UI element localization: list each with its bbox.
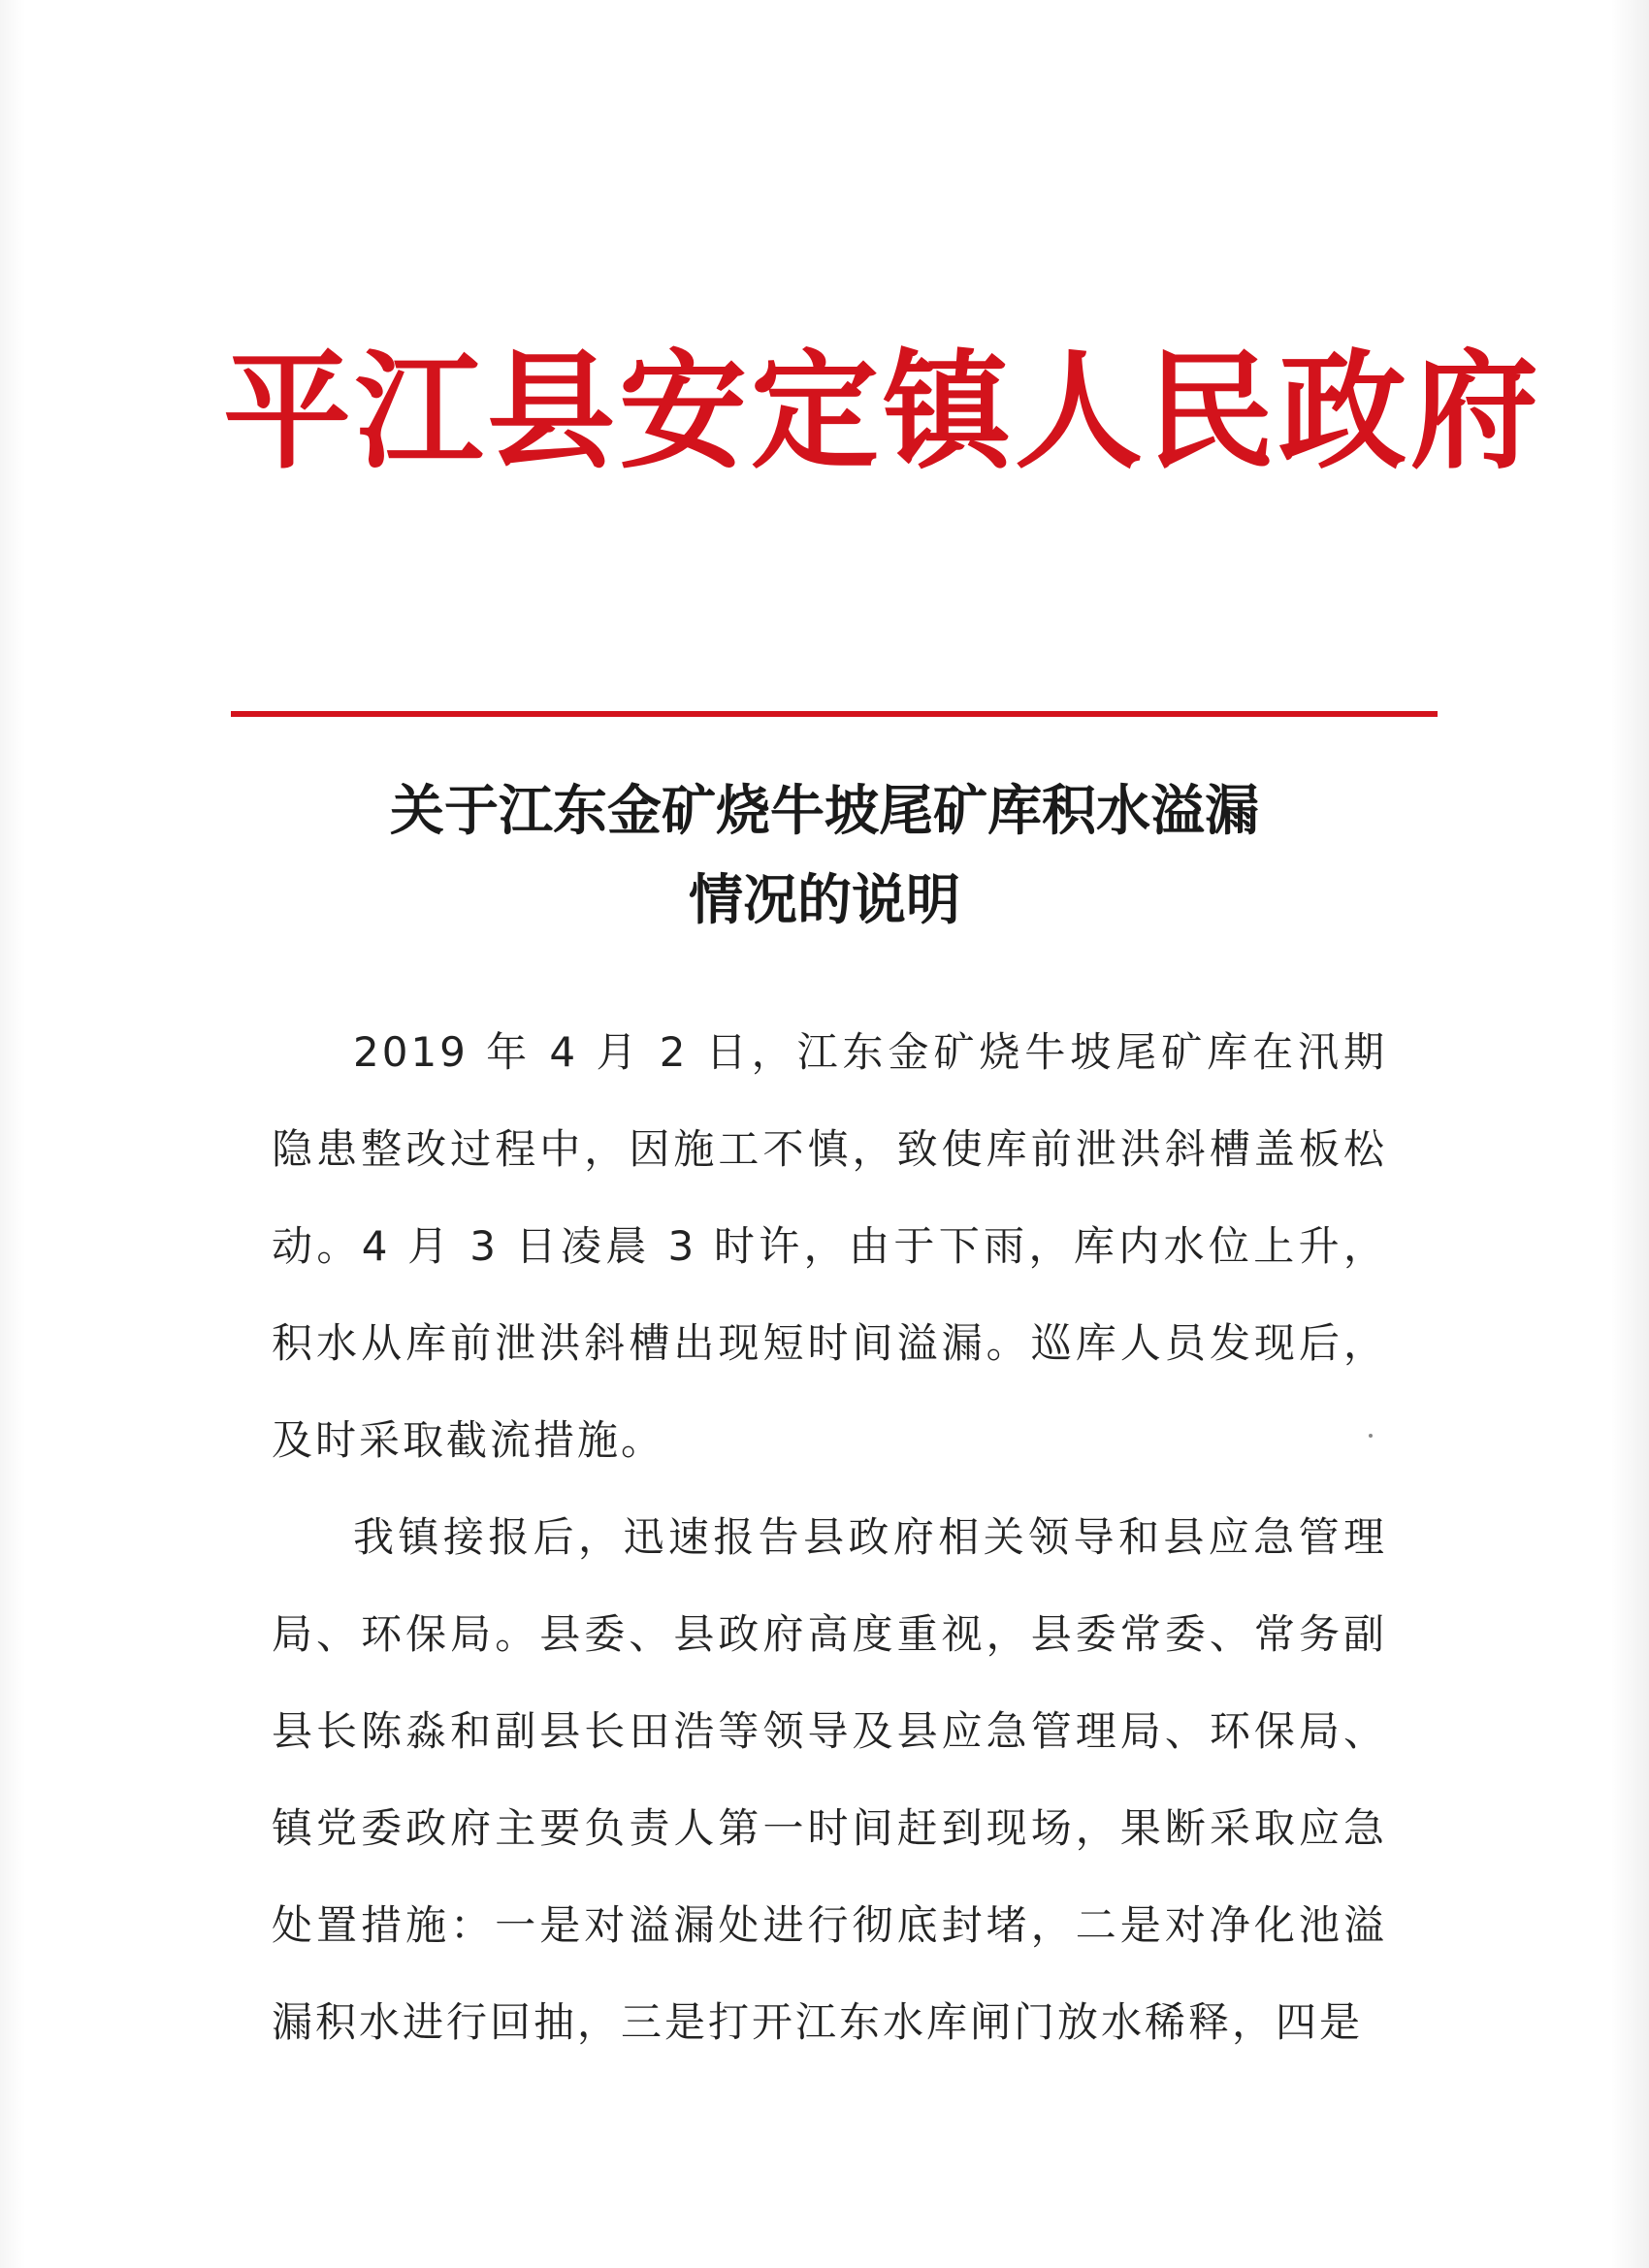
document-title-line-2: 情况的说明	[689, 868, 960, 932]
scan-edge-left	[0, 0, 25, 2268]
scan-speck	[1369, 1434, 1373, 1438]
masthead-red-rule	[231, 711, 1438, 717]
body-paragraph-1: 2019 年 4 月 2 日，江东金矿烧牛坡尾矿库在汛期隐患整改过程中，因施工不慎，致使库前泄洪斜槽盖板松动。4 月 3 日凌晨 3 时许，由于下雨，库内水位上升，积水从库前泄洪斜槽出现短时间溢漏。巡库人员发现后，及时采取截流措施。	[272, 1028, 1387, 1464]
document-body	[272, 1004, 1387, 2071]
masthead-org-name: 平江县安定镇人民政府	[223, 337, 1542, 487]
document-title-line-1: 关于江东金矿烧牛坡尾矿库积水溢漏	[390, 779, 1259, 843]
scan-edge-right	[1610, 0, 1649, 2268]
body-paragraph-2: 我镇接报后，迅速报告县政府相关领导和县应急管理局、环保局。县委、县政府高度重视，县委常委、常务副县长陈淼和副县长田浩等领导及县应急管理局、环保局、镇党委政府主要负责人第一时间赶到现场，果断采取应急处置措施：一是对溢漏处进行彻底封堵，二是对净化池溢漏积水进行回抽，三是打开江东水库闸门放水稀释，四是	[272, 1513, 1387, 2046]
document-title	[242, 766, 1406, 945]
